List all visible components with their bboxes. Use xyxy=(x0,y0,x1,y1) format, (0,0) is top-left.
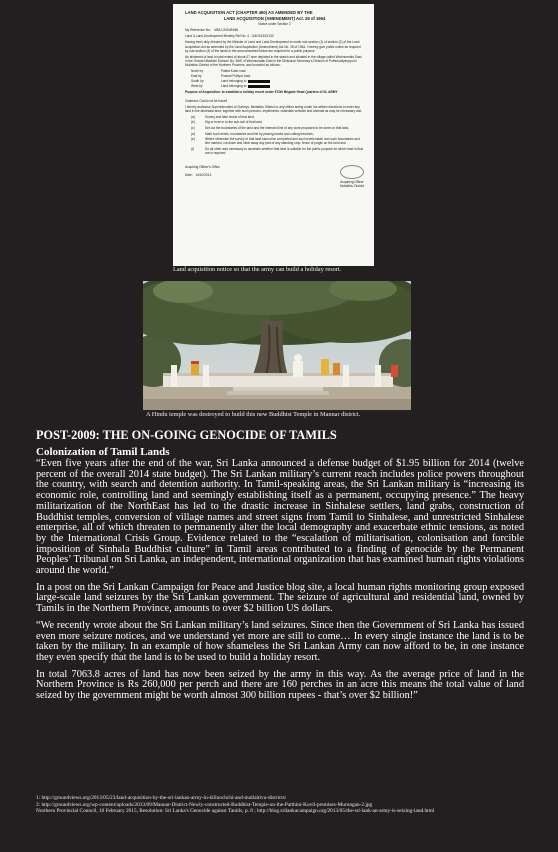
notice-reference: My Reference No: M5/LLS/KN/N/66 xyxy=(185,28,239,33)
footnote-link[interactable]: 2: http://groundviews.org/wp-content/uploads/2013/09/Mannar-District-Newly-constructed-Buddhist-Temple-on-the-Patthini-Kovil-premises-Murungan-2.jpg xyxy=(36,801,373,808)
temple-photo xyxy=(143,281,411,410)
article-paragraph: In total 7063.8 acres of land has now been seized by the army in this way. As the average price of land in the Northern Province is Rs 260,000 per perch and there are 160 perches in an acre this means the total value of land seized by the government might be worth almost 300 billion rupees - that’s over $2 billion!” xyxy=(36,668,524,702)
notice-caption: Land acquisition notice so that the army can build a holiday resort. xyxy=(173,266,342,273)
article-paragraph: “We recently wrote about the Sri Lankan military’s land seizures. Since then the Government of Sri Lanka has issued even more seizure notices, and we understand yet more are still to come… In every single instance the land is to be taken by the military. In an example of how shameless the Sri Lankan Army can now afford to be, in one instance they even specify that the land is to be used to build a holiday resort. xyxy=(36,619,524,663)
notice-item: (e) Where otherwise the survey of that land cannot be completed and such levels taken and such boundaries and line marked, cut down and clear away any part of any standing crop, fence of jungle on the land and xyxy=(191,137,360,146)
notice-purpose: Purpose of Acquisition: to establish a holiday resort under 572th Brigade Head Quarters of SL ARMY xyxy=(185,90,338,95)
footnotes xyxy=(36,795,526,815)
footnote-link[interactable]: 1: http://groundviews.org/2013/05/23/land-acquisition-by-the-sri-lankan-army-in-kilinochchi-and-mullaitivu-districts/ xyxy=(36,795,287,801)
notice-signature-block xyxy=(185,165,364,188)
notice-body-2: An allotment of land in total extent of about 07 acre depicted in the sketch and situated in the village called Wishnumotto East in the Grama Niladhari Division No. 65/E of Wishnumattu East in the Divisional Secretary's Division of Puthukudiyiruppu in Mullaitivu District of the Northern Province, and bounded as follows: xyxy=(185,54,362,67)
notice-claimant: Claimant: Could not be traced xyxy=(185,98,228,103)
notice-date: Date: 14/10/2013 xyxy=(185,173,212,178)
article xyxy=(36,428,524,708)
notice-item: (c) Set out the boundaries of the land and the intended line of any work proposed to be done on that land, xyxy=(191,125,350,130)
bound-row: East by Puskari Pulliyur road xyxy=(191,74,251,79)
notice-ministry-ref: Land & Land Development Ministry Ref No. 4 - 3/4/2013/D/132 xyxy=(185,34,274,39)
article-paragraph: “Even five years after the end of the war, Sri Lanka announced a defense budget of $1.95 billion for 2014 (twelve percent of the overall 2014 state budget). The Sri Lankan military’s current reach includes police powers throughout the country, with search and detention authority. In Tamil-speaking areas, the Sri Lankan military is “increasing its economic role, controlling land and seemingly establishing itself as a permanent, occupying presence.” The heavy militarization of the NorthEast has led to the drastic increase in Sinhalese settlers, land grabs, construction of Buddhist temples, conversion of village names and street signs from Tamil to Sinhalese, and unrestricted Sinhalese enterprise, all of which threaten to permanently alter the local demography and exacerbate ethnic tensions, as noted by the International Crisis Group. Evidence related to the “escalation of militarisation, colonisation and forcible imposition of Sinhala Buddhist culture” in Tamil areas contributed to a finding of genocide by the Permanent Peoples’ Tribunal on Sri Lanka, an independent, international organization that has examined human rights violations around the world.” xyxy=(36,458,524,577)
temple-under-tree-illustration xyxy=(143,281,411,410)
footnote-link[interactable]: Northern Provincial Council, 10 February 2015, Resolution: Sri Lanka's Genocide against Tamils, p. 8 ; http://blog.srilankacampaign.org/2013/05/the-sri-lank-an-army-is-seizing-land.html xyxy=(36,808,435,814)
notice-section: Notice under Section 2 xyxy=(258,22,291,27)
bound-row: West by Land belonging to xyxy=(191,84,364,88)
article-title: POST-2009: THE ON-GOING GENOCIDE OF TAMILS xyxy=(36,428,337,442)
notice-heading-2: LAND ACQUISITION (AMENDMENT) Act. 28 of 1964 xyxy=(223,15,326,21)
notice-officer-title: Acquiring Officer xyxy=(340,180,364,185)
redaction-bar xyxy=(248,80,270,83)
notice-heading-1: LAND ACQUISITION ACT (CHAPTER 460) AS AMENDED BY THE xyxy=(185,10,313,15)
article-paragraph: In a post on the Sri Lankan Campaign for Peace and Justice blog site, a local human rights monitoring group exposed large-scale land seizures by the Sri Lankan government. The seizure of agricultural and residential land, owned by Tamils in the Northern Province, amounts to over $2 billion US dollars. xyxy=(36,581,524,615)
redaction-bar xyxy=(248,85,270,88)
notice-body-1: Having been duly directed by the Minister of Land and Land Development to under sub section (1) of section (2) of the Land Acquisition Act as amended by the Land Acquisition (Amendment) Act No. 28 of 1964. I hereby give public notice as required by sub-section (3) of the lands in the area described below are required for a public purpose. xyxy=(185,40,361,53)
notice-item: (a) Survey and take levels of that land, xyxy=(191,114,255,119)
notice-signer: Acquiring Officer's Office xyxy=(185,165,220,170)
notice-item: (f) Do all other acts necessary to ascertain whether that land is suitable for the public purpose for which land in that are is required xyxy=(191,146,363,155)
notice-bounds xyxy=(185,69,364,88)
notice-items xyxy=(191,115,364,155)
photo-caption: A Hindu temple was destroyed to build this new Buddhist Temple in Mannar district. xyxy=(146,411,361,418)
bound-row: North by Pallea Kudu road xyxy=(191,69,246,74)
notice-item: (b) Dig or bore in to the sub-soil of that land, xyxy=(191,120,263,125)
notice-body-3: I hereby authorise Superintendent of Surveys, Mullaitivu District or any officer acting under his written directions to enter any land in the aforesaid area, together with such persons, implements, materials vehicles and animals as may be necessary and xyxy=(185,104,362,113)
bound-row: South by Land belonging to xyxy=(191,79,364,83)
article-subtitle: Colonization of Tamil Lands xyxy=(36,446,170,458)
notice-officer-district: Mullaitivu District xyxy=(340,184,364,189)
land-acquisition-notice-image xyxy=(173,4,374,266)
notice-item: (d) Mark such levels, boundaries and line by placing marks and cutting trenches, xyxy=(191,131,314,136)
official-stamp-icon xyxy=(340,165,364,179)
